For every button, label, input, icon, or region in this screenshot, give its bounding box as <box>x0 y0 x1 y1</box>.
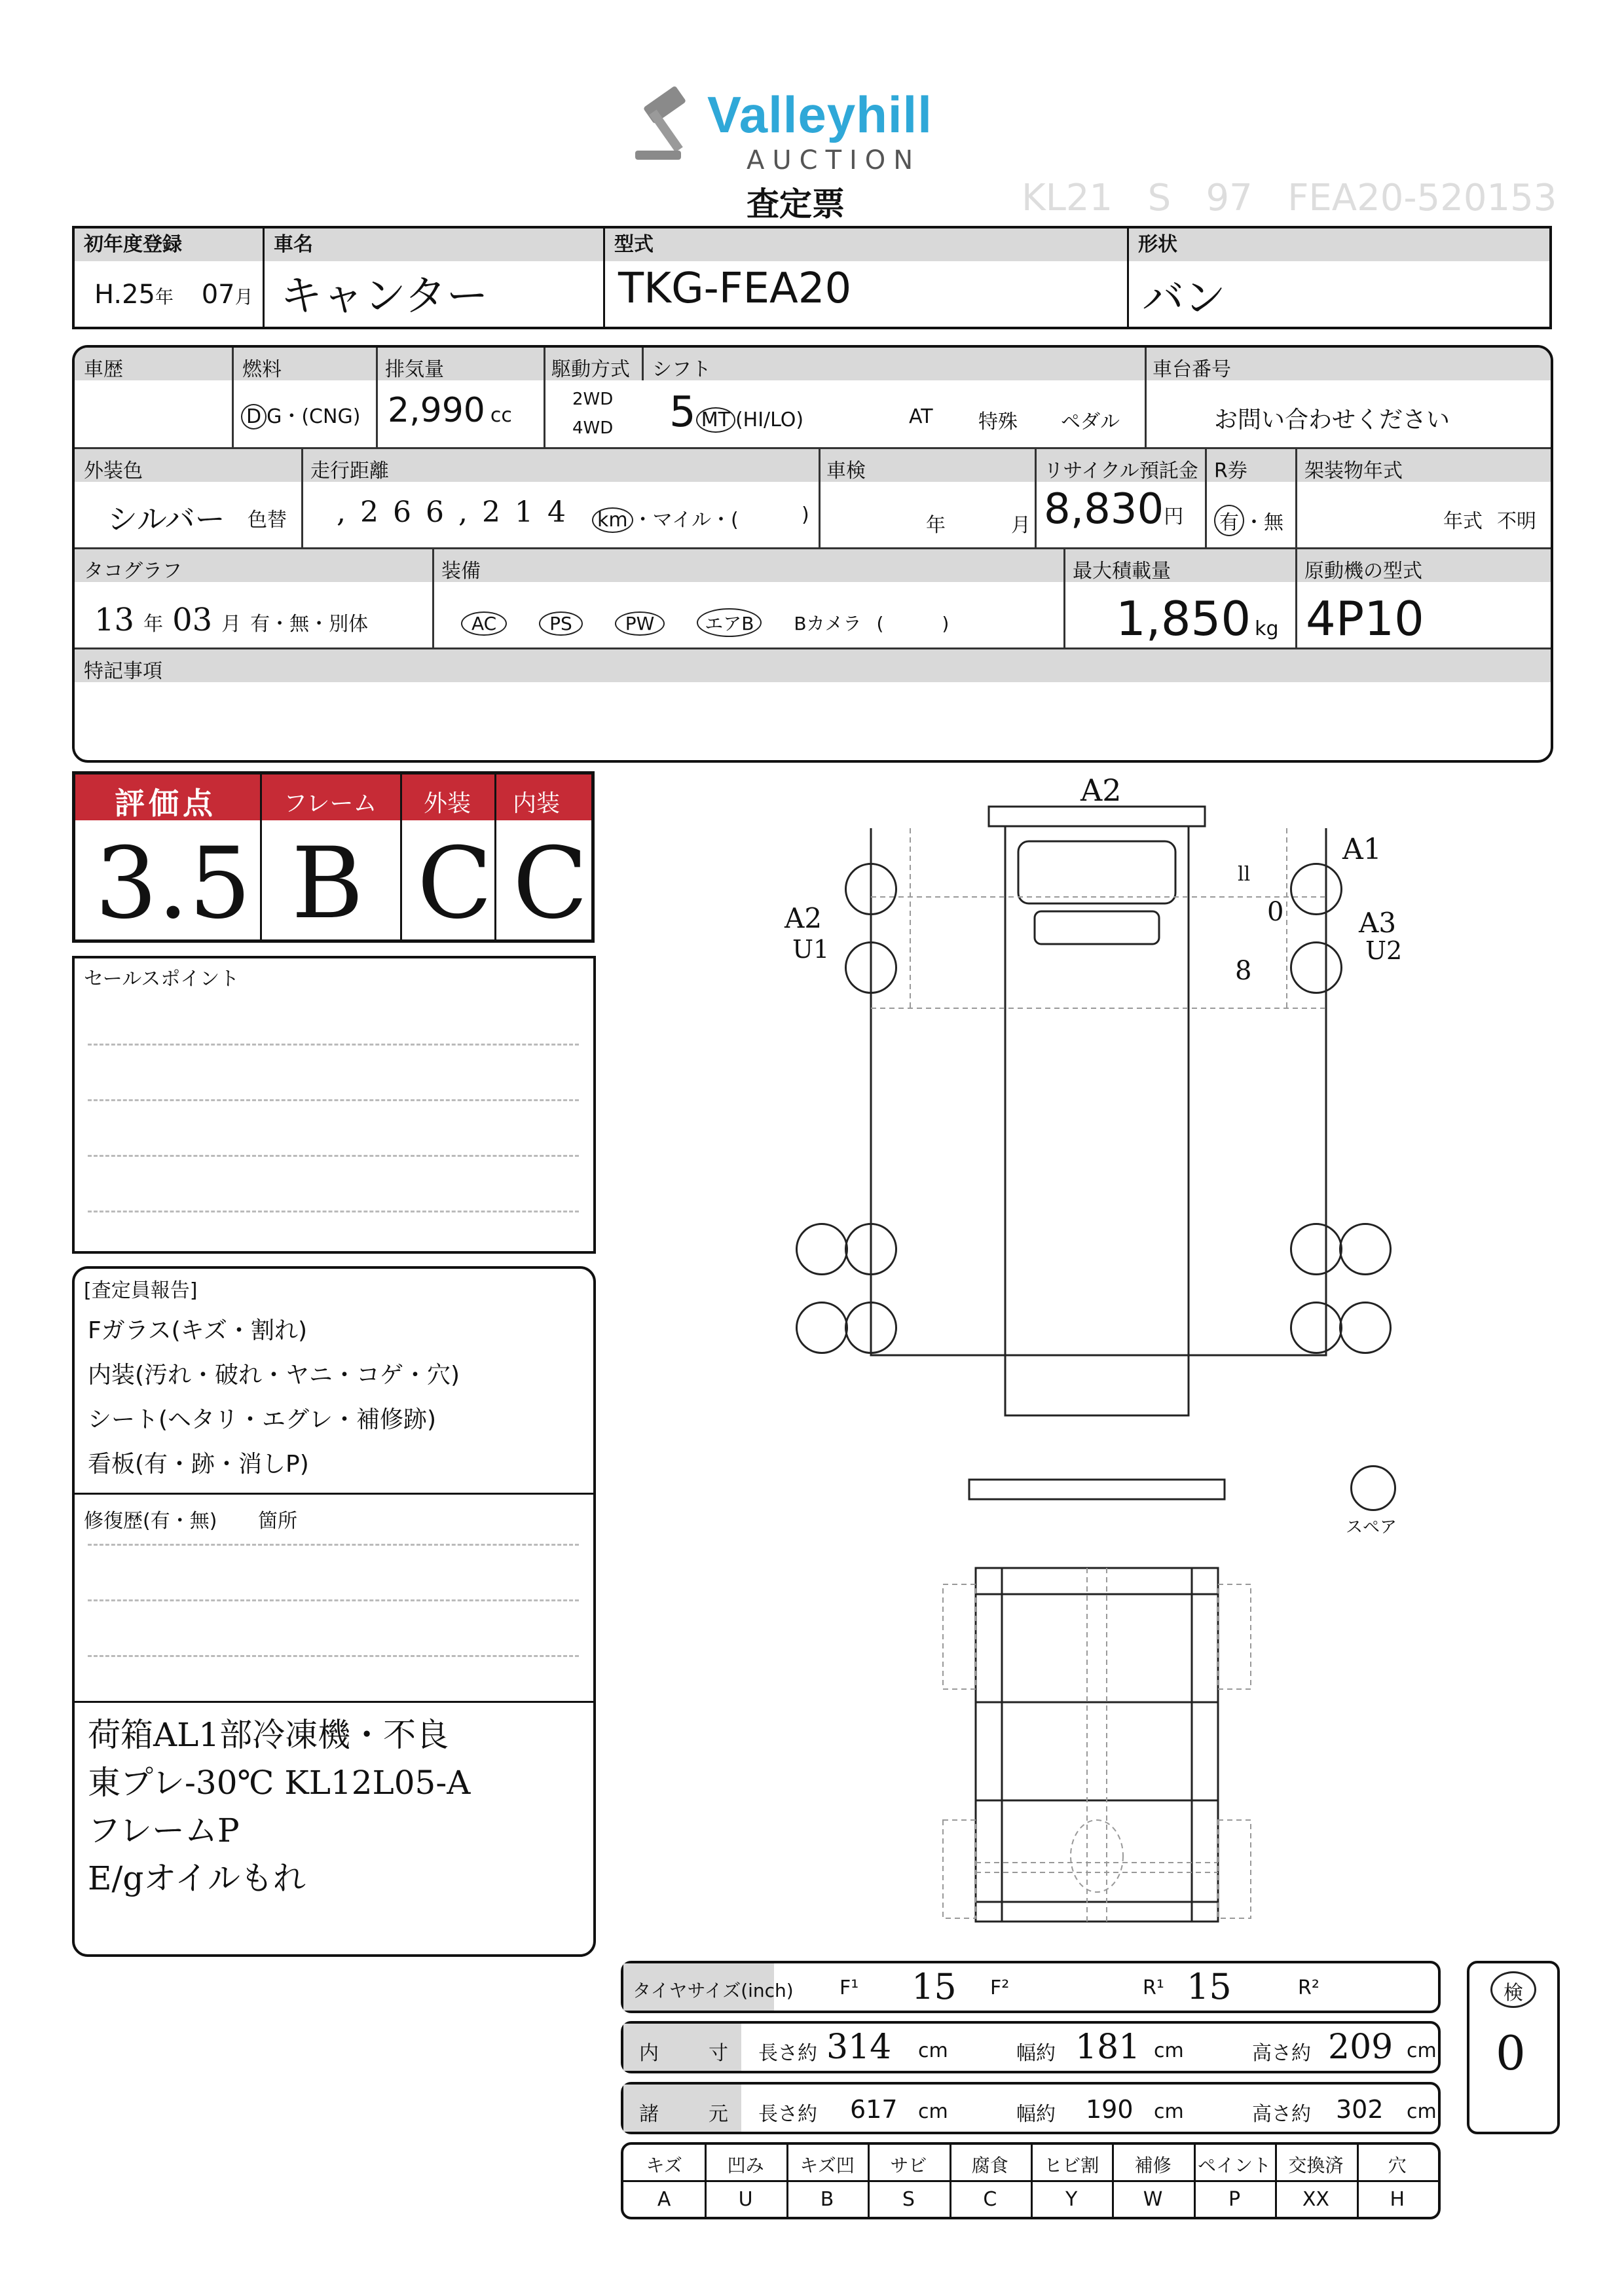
inner-dimensions-row <box>621 2021 1441 2073</box>
equip-ac: AC <box>461 611 507 636</box>
brand-name: Valleyhill <box>707 86 932 143</box>
legend-code: A <box>657 2188 671 2211</box>
reg-header: 初年度登録 <box>75 228 263 261</box>
interior-header: 内装 <box>513 790 561 817</box>
legend-code: Y <box>1065 2188 1078 2211</box>
tire-r2-label: R² <box>1298 1977 1320 1999</box>
repair-header: 修復歴(有・無) <box>84 1510 217 1533</box>
equip-airbag: エアB <box>697 608 762 637</box>
fuel-header: 燃料 <box>242 358 282 381</box>
mileage-close: ) <box>802 503 809 526</box>
load-header: 最大積載量 <box>1073 560 1171 583</box>
inner-wid-label: 幅約 <box>1016 2042 1056 2065</box>
legend-name: ペイント <box>1197 2155 1271 2176</box>
legend-code: C <box>983 2188 997 2211</box>
reg-month: 07 <box>201 280 235 310</box>
damage-legend <box>621 2142 1441 2219</box>
brand-sub: AUCTION <box>747 145 921 175</box>
outer-wid-label: 幅約 <box>1016 2103 1056 2126</box>
engine-model: 4P10 <box>1306 591 1424 646</box>
drive-header: 駆動方式 <box>551 358 630 381</box>
place-header: 箇所 <box>258 1510 297 1533</box>
exterior-header: 外装 <box>424 790 471 817</box>
disp-unit: cc <box>490 404 512 427</box>
equipment-list <box>461 608 949 637</box>
recycle-header: リサイクル預託金 <box>1044 460 1198 483</box>
wheel-front-left-2 <box>845 941 897 994</box>
row1-box <box>72 226 1552 329</box>
max-load: 1,850 <box>1116 591 1251 646</box>
equip-pw: PW <box>615 611 665 636</box>
hand-note: フレームP <box>88 1812 240 1850</box>
damage-label: 0 <box>1267 897 1284 927</box>
tire-size-row <box>621 1961 1441 2013</box>
legend-name: 交換済 <box>1288 2155 1344 2176</box>
engine-header: 原動機の型式 <box>1304 560 1422 583</box>
spare-label: スペア <box>1346 1518 1397 1537</box>
check-value: 0 <box>1496 2026 1526 2081</box>
body-year-label: 年式 <box>1443 510 1483 533</box>
wheel-rear-right-1 <box>1290 1223 1342 1275</box>
inner-h2: 寸 <box>709 2042 728 2065</box>
displacement: 2,990 <box>388 391 485 430</box>
tire-f1: 15 <box>912 1966 957 2007</box>
wheel-rear-left-1 <box>796 1223 848 1275</box>
hand-note: E/gオイルもれ <box>88 1859 306 1897</box>
tacho-header: タコグラフ <box>84 560 182 583</box>
outer-length: 617 <box>850 2095 898 2124</box>
mileage-header: 走行距離 <box>310 460 389 483</box>
ghost-text: KL21 S 97 FEA20-520153 <box>1022 177 1557 219</box>
outer-hgt-label: 高さ約 <box>1252 2103 1311 2126</box>
tacho-year-unit: 年 <box>143 613 164 636</box>
name-header: 車名 <box>265 228 603 261</box>
damage-label: 8 <box>1235 956 1252 986</box>
wheel-rear-right-4 <box>1339 1302 1392 1354</box>
score-header: 評価点 <box>115 786 217 821</box>
car-name: キャンター <box>280 272 489 321</box>
fuel-other: G・(CNG) <box>267 405 361 428</box>
notes-header: 特記事項 <box>84 660 162 683</box>
load-unit: kg <box>1255 617 1279 640</box>
outer-h2: 元 <box>709 2103 728 2126</box>
damage-label: A1 <box>1342 833 1382 866</box>
wheel-front-right-1 <box>1290 863 1342 915</box>
recycle-unit: 円 <box>1164 505 1184 528</box>
outer-len-label: 長さ約 <box>758 2103 817 2126</box>
inspection-header: 車検 <box>826 460 866 483</box>
vehicle-info-box <box>72 345 1553 763</box>
rken-no: ・無 <box>1244 511 1283 534</box>
recycle-fee: 8,830 <box>1044 485 1164 534</box>
check-header: 検 <box>1504 1982 1523 2005</box>
equip-camera: Bカメラ <box>794 613 862 634</box>
legend-name: サビ <box>890 2155 927 2176</box>
inspector-item: シート(ヘタリ・エグレ・補修跡) <box>88 1406 437 1433</box>
legend-name: キズ <box>646 2155 682 2176</box>
reg-month-unit: 月 <box>234 286 253 308</box>
legend-name: 腐食 <box>971 2155 1008 2176</box>
disp-header: 排気量 <box>385 358 444 381</box>
shift-hilo: (HI/LO) <box>735 409 804 431</box>
shift-at: AT <box>909 405 933 428</box>
legend-code: S <box>902 2188 915 2211</box>
inner-len-unit: cm <box>918 2039 948 2062</box>
body-year: 不明 <box>1497 510 1536 533</box>
color-change: 色替 <box>248 509 287 532</box>
damage-label: U2 <box>1365 936 1403 965</box>
tacho-month-unit: 月 <box>221 613 242 636</box>
sales-header: セールスポイント <box>84 968 240 991</box>
wheel-rear-left-2 <box>845 1223 897 1275</box>
color-header: 外装色 <box>84 460 143 483</box>
equip-ps: PS <box>539 611 583 636</box>
outer-dimensions-row <box>621 2082 1441 2134</box>
wheel-rear-right-3 <box>1290 1302 1342 1354</box>
legend-name: キズ凹 <box>800 2155 855 2176</box>
frame-header: フレーム <box>284 790 377 817</box>
legend-code: B <box>820 2188 834 2211</box>
drive-4wd: 4WD <box>572 418 614 438</box>
model-code: TKG-FEA20 <box>618 264 852 313</box>
damage-label: A2 <box>784 902 822 934</box>
hand-note: 東プレ-30℃ KL12L05-A <box>88 1764 471 1802</box>
interior-value: C <box>513 827 588 941</box>
rken-header: R券 <box>1214 460 1247 483</box>
inner-h1: 内 <box>639 2042 659 2065</box>
frame-value: B <box>291 827 364 941</box>
equip-header: 装備 <box>441 560 481 583</box>
legend-name: ヒビ割 <box>1044 2155 1099 2176</box>
inspection-month: 月 <box>1011 514 1031 537</box>
chassis-number: お問い合わせください <box>1214 407 1450 433</box>
legend-name: 凹み <box>727 2155 764 2176</box>
outer-len-unit: cm <box>918 2100 948 2123</box>
inner-height: 209 <box>1328 2028 1393 2067</box>
body-year-header: 架装物年式 <box>1304 460 1403 483</box>
history-header: 車歴 <box>84 358 123 381</box>
legend-code: H <box>1390 2188 1405 2211</box>
fuel-diesel: D <box>241 404 267 429</box>
sales-point-box <box>72 956 596 1254</box>
hand-note: 荷箱AL1部冷凍機・不良 <box>88 1716 449 1754</box>
legend-code: W <box>1143 2188 1163 2211</box>
legend-name: 穴 <box>1388 2155 1407 2176</box>
inspector-header: [査定員報告] <box>84 1279 198 1302</box>
tire-f1-label: F¹ <box>840 1977 859 1999</box>
score-value: 3.5 <box>95 827 251 941</box>
inner-length: 314 <box>826 2028 892 2067</box>
tacho-state: 有・無・別体 <box>250 613 369 636</box>
rken-yes: 有 <box>1214 505 1244 536</box>
frame-diagram <box>936 1565 1264 1931</box>
outer-height: 302 <box>1336 2095 1384 2124</box>
outer-wid-unit: cm <box>1154 2100 1184 2123</box>
logo <box>622 85 989 183</box>
shape-value: バン <box>1142 274 1226 323</box>
inner-width: 181 <box>1075 2028 1141 2067</box>
shift-special: 特殊 <box>978 410 1018 433</box>
damage-label: A2 <box>1080 773 1122 808</box>
legend-code: XX <box>1302 2188 1329 2211</box>
reg-era: H.25 <box>94 280 155 310</box>
outer-width: 190 <box>1086 2095 1134 2124</box>
tire-size-header: タイヤサイズ(inch) <box>633 1980 794 2001</box>
legend-name: 補修 <box>1134 2155 1172 2176</box>
check-box <box>1467 1961 1560 2134</box>
grade-box <box>72 771 595 943</box>
tacho-month: 03 <box>172 602 213 638</box>
damage-label: ll <box>1238 863 1251 886</box>
wheel-front-right-2 <box>1290 941 1342 994</box>
wheel-front-left-1 <box>845 863 897 915</box>
damage-label: A3 <box>1359 907 1397 939</box>
wheel-rear-left-4 <box>845 1302 897 1354</box>
inspector-box <box>72 1266 596 1957</box>
legend-code: U <box>738 2188 753 2211</box>
wheel-rear-right-2 <box>1339 1223 1392 1275</box>
tire-r1-label: R¹ <box>1143 1977 1164 1999</box>
inspector-item: 内装(汚れ・破れ・ヤニ・コゲ・穴) <box>88 1362 460 1389</box>
outer-h1: 諸 <box>639 2103 659 2126</box>
mileage-unit: ・マイル・( <box>633 509 739 532</box>
tacho-year: 13 <box>94 602 135 638</box>
damage-label: U1 <box>792 935 830 964</box>
shift-mt: MT <box>696 407 735 433</box>
mileage: ,266,214 <box>337 496 580 529</box>
inner-hgt-unit: cm <box>1407 2039 1437 2062</box>
shift-pedal: ペダル <box>1061 410 1120 433</box>
wheel-rear-left-3 <box>796 1302 848 1354</box>
exterior-value: C <box>417 827 492 941</box>
spare-wheel <box>1350 1465 1396 1511</box>
inspector-item: 看板(有・跡・消しP) <box>88 1451 309 1478</box>
equip-paren: ( ) <box>876 613 950 634</box>
inner-hgt-label: 高さ約 <box>1252 2042 1311 2065</box>
chassis-header: 車台番号 <box>1153 358 1231 381</box>
inner-len-label: 長さ約 <box>758 2042 817 2065</box>
form-title: 査定票 <box>747 185 845 223</box>
shift-gears: 5 <box>669 388 696 437</box>
outer-hgt-unit: cm <box>1407 2100 1437 2123</box>
model-header: 型式 <box>605 228 1127 261</box>
legend-code: P <box>1228 2188 1241 2211</box>
exterior-color: シルバー <box>107 501 225 537</box>
drive-2wd: 2WD <box>572 390 614 409</box>
tire-r1: 15 <box>1187 1966 1232 2007</box>
mileage-km: km <box>592 507 633 533</box>
inner-wid-unit: cm <box>1154 2039 1184 2062</box>
shape-header: 形状 <box>1129 228 1549 261</box>
tire-f2-label: F² <box>990 1977 1010 1999</box>
gavel-icon <box>622 85 714 164</box>
inspection-year: 年 <box>926 514 946 537</box>
reg-year-unit: 年 <box>155 286 174 308</box>
inspector-item: Fガラス(キズ・割れ) <box>88 1317 307 1344</box>
shift-header: シフト <box>652 358 711 381</box>
